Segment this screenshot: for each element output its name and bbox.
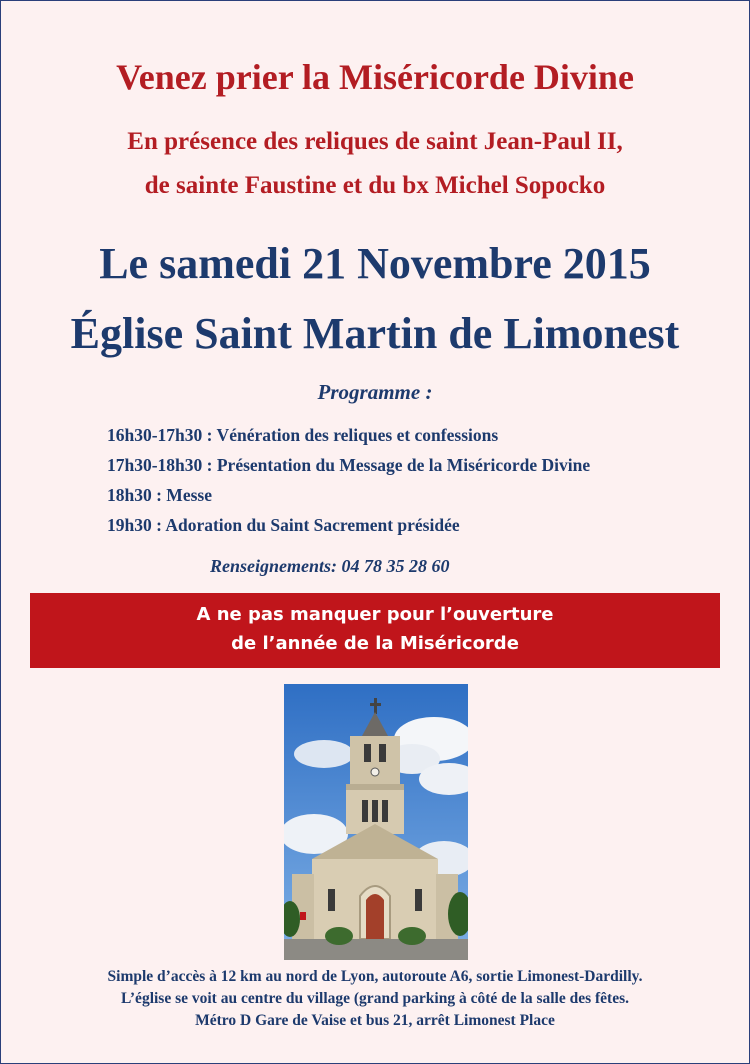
programme-item: 16h30-17h30 : Vénération des reliques et confessions <box>107 425 499 445</box>
highlight-banner <box>30 593 720 668</box>
programme-list <box>107 422 727 542</box>
banner-line-2: de l’année de la Miséricorde <box>231 633 519 654</box>
event-date: Le samedi 21 Novembre 2015 <box>99 239 651 288</box>
access-directions <box>0 966 750 1032</box>
church-photo <box>284 684 468 960</box>
directions-line: Métro D Gare de Vaise et bus 21, arrêt Limonest Place <box>195 1012 555 1029</box>
programme-heading: Programme : <box>317 380 433 404</box>
programme-item: 17h30-18h30 : Présentation du Message de la Miséricorde Divine <box>107 455 591 475</box>
programme-item: 18h30 : Messe <box>107 485 212 505</box>
page-title: Venez prier la Miséricorde Divine <box>116 57 634 97</box>
subtitle-line-2: de sainte Faustine et du bx Michel Sopocko <box>144 172 606 199</box>
directions-line: Simple d’accès à 12 km au nord de Lyon, autoroute A6, sortie Limonest-Dardilly. <box>107 968 643 985</box>
event-location: Église Saint Martin de Limonest <box>70 309 680 358</box>
directions-line: L’église se voit au centre du village (grand parking à côté de la salle des fêtes. <box>120 990 630 1007</box>
subtitle-line-1: En présence des reliques de saint Jean-Paul II, <box>127 128 623 155</box>
contact-info: Renseignements: 04 78 35 28 60 <box>210 556 450 576</box>
programme-item: 19h30 : Adoration du Saint Sacrement présidée <box>107 515 460 535</box>
banner-line-1: A ne pas manquer pour l’ouverture <box>196 604 554 625</box>
